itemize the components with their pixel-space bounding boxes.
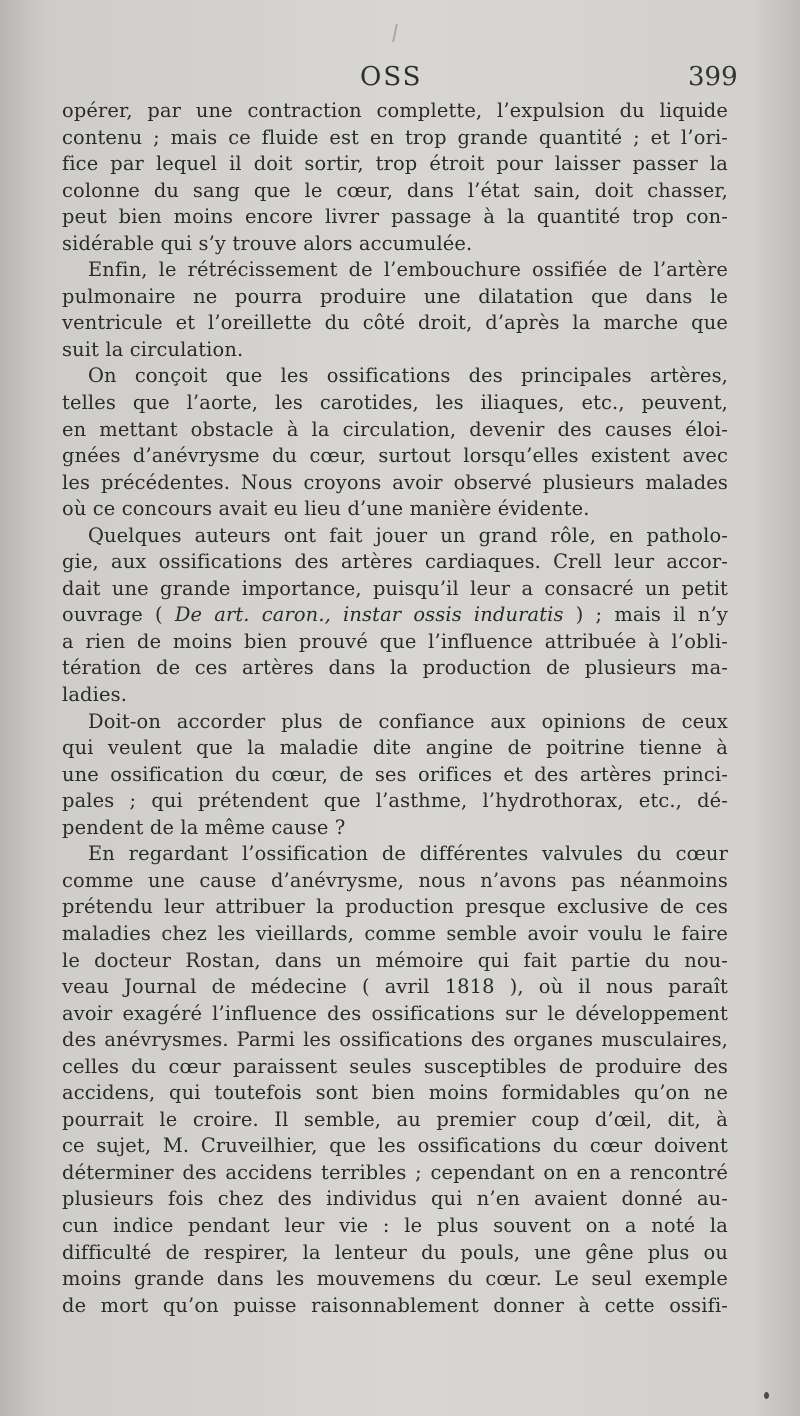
text-line: une ossification du cœur, de ses orifices et des artères princi- bbox=[62, 762, 728, 786]
text-line: Quelques auteurs ont fait jouer un grand rôle, en patholo- bbox=[88, 523, 728, 547]
text-line: maladies chez les vieillards, comme semble avoir voulu le faire bbox=[62, 921, 728, 945]
text-line: tération de ces artères dans la production de plusieurs ma- bbox=[62, 656, 728, 680]
running-head: OSS bbox=[360, 62, 423, 92]
text-line: peut bien moins encore livrer passage à la quantité trop con- bbox=[62, 205, 728, 229]
italic-title: De art. caron., instar ossis induratis bbox=[174, 603, 564, 627]
text-line: pales ; qui prétendent que l’asthme, l’hydrothorax, etc., dé- bbox=[62, 789, 728, 813]
text-line: pulmonaire ne pourra produire une dilatation que dans le bbox=[62, 284, 728, 308]
text-line: déterminer des accidens terribles ; cependant on en a rencontré bbox=[62, 1160, 728, 1184]
text-line: en mettant obstacle à la circulation, devenir des causes éloi- bbox=[62, 417, 728, 441]
page-header bbox=[0, 62, 800, 102]
text-line: a rien de moins bien prouvé que l’influence attribuée à l’obli- bbox=[62, 629, 728, 653]
text-line: celles du cœur paraissent seules susceptibles de produire des bbox=[62, 1054, 728, 1078]
text-line: colonne du sang que le cœur, dans l’état sain, doit chasser, bbox=[62, 178, 728, 202]
text-line: plusieurs fois chez des individus qui n’en avaient donné au- bbox=[62, 1187, 728, 1211]
text-line: qui veulent que la maladie dite angine de poitrine tienne à bbox=[62, 736, 728, 760]
text-line: comme une cause d’anévrysme, nous n’avons pas néanmoins bbox=[62, 868, 728, 892]
text-line: gie, aux ossifications des artères cardiaques. Crell leur accor- bbox=[62, 550, 728, 574]
pencil-mark bbox=[392, 24, 398, 42]
text-line: les précédentes. Nous croyons avoir observé plusieurs malades bbox=[62, 470, 728, 494]
text-line: des anévrysmes. Parmi les ossifications des organes musculaires, bbox=[62, 1028, 728, 1052]
text-line: On conçoit que les ossifications des principales artères, bbox=[88, 364, 728, 388]
text-line: En regardant l’ossification de différentes valvules du cœur bbox=[88, 842, 728, 866]
text-line: sidérable qui s’y trouve alors accumulée. bbox=[62, 231, 473, 255]
text-line-with-italic: ouvrage ( De art. caron., instar ossis induratis ) ; mais il n’y bbox=[62, 603, 728, 627]
body-text bbox=[62, 98, 728, 1319]
text-line: cun indice pendant leur vie : le plus souvent on a noté la bbox=[62, 1213, 728, 1237]
text-line: le docteur Rostan, dans un mémoire qui fait partie du nou- bbox=[62, 948, 728, 972]
text-line: opérer, par une contraction complette, l’expulsion du liquide bbox=[62, 99, 728, 122]
text-line: de mort qu’on puisse raisonnablement donner à cette ossifi- bbox=[62, 1293, 728, 1317]
text-line: moins grande dans les mouvemens du cœur. Le seul exemple bbox=[62, 1267, 728, 1291]
text-line: difficulté de respirer, la lenteur du pouls, une gêne plus ou bbox=[62, 1240, 728, 1264]
text-line: accidens, qui toutefois sont bien moins formidables qu’on ne bbox=[62, 1081, 728, 1105]
text-line: ladies. bbox=[62, 683, 128, 707]
text-line: ventricule et l’oreillette du côté droit, d’après la marche que bbox=[62, 311, 728, 335]
text-line: où ce concours avait eu lieu d’une manière évidente. bbox=[62, 497, 590, 521]
text-line: contenu ; mais ce fluide est en trop grande quantité ; et l’ori- bbox=[62, 125, 728, 149]
ink-speck bbox=[764, 1392, 769, 1399]
text-line: suit la circulation. bbox=[62, 337, 244, 361]
text-line: fice par lequel il doit sortir, trop étroit pour laisser passer la bbox=[62, 152, 728, 176]
text-line: dait une grande importance, puisqu’il leur a consacré un petit bbox=[62, 576, 728, 600]
page-number: 399 bbox=[688, 62, 738, 92]
text-line: avoir exagéré l’influence des ossifications sur le développement bbox=[62, 1001, 728, 1025]
text-line: pourrait le croire. Il semble, au premier coup d’œil, dit, à bbox=[62, 1107, 728, 1131]
text-line: veau Journal de médecine ( avril 1818 ), où il nous paraît bbox=[62, 975, 728, 999]
text-line: telles que l’aorte, les carotides, les iliaques, etc., peuvent, bbox=[62, 391, 728, 415]
text-line: prétendu leur attribuer la production presque exclusive de ces bbox=[62, 895, 728, 919]
text-line: ce sujet, M. Cruveilhier, que les ossifications du cœur doivent bbox=[62, 1134, 728, 1158]
text-line: Doit-on accorder plus de confiance aux opinions de ceux bbox=[88, 709, 728, 733]
text-line: Enfin, le rétrécissement de l’embouchure ossifiée de l’artère bbox=[88, 258, 728, 282]
text-line: pendent de la même cause ? bbox=[62, 815, 346, 839]
text-line: gnées d’anévrysme du cœur, surtout lorsqu’elles existent avec bbox=[62, 444, 728, 468]
